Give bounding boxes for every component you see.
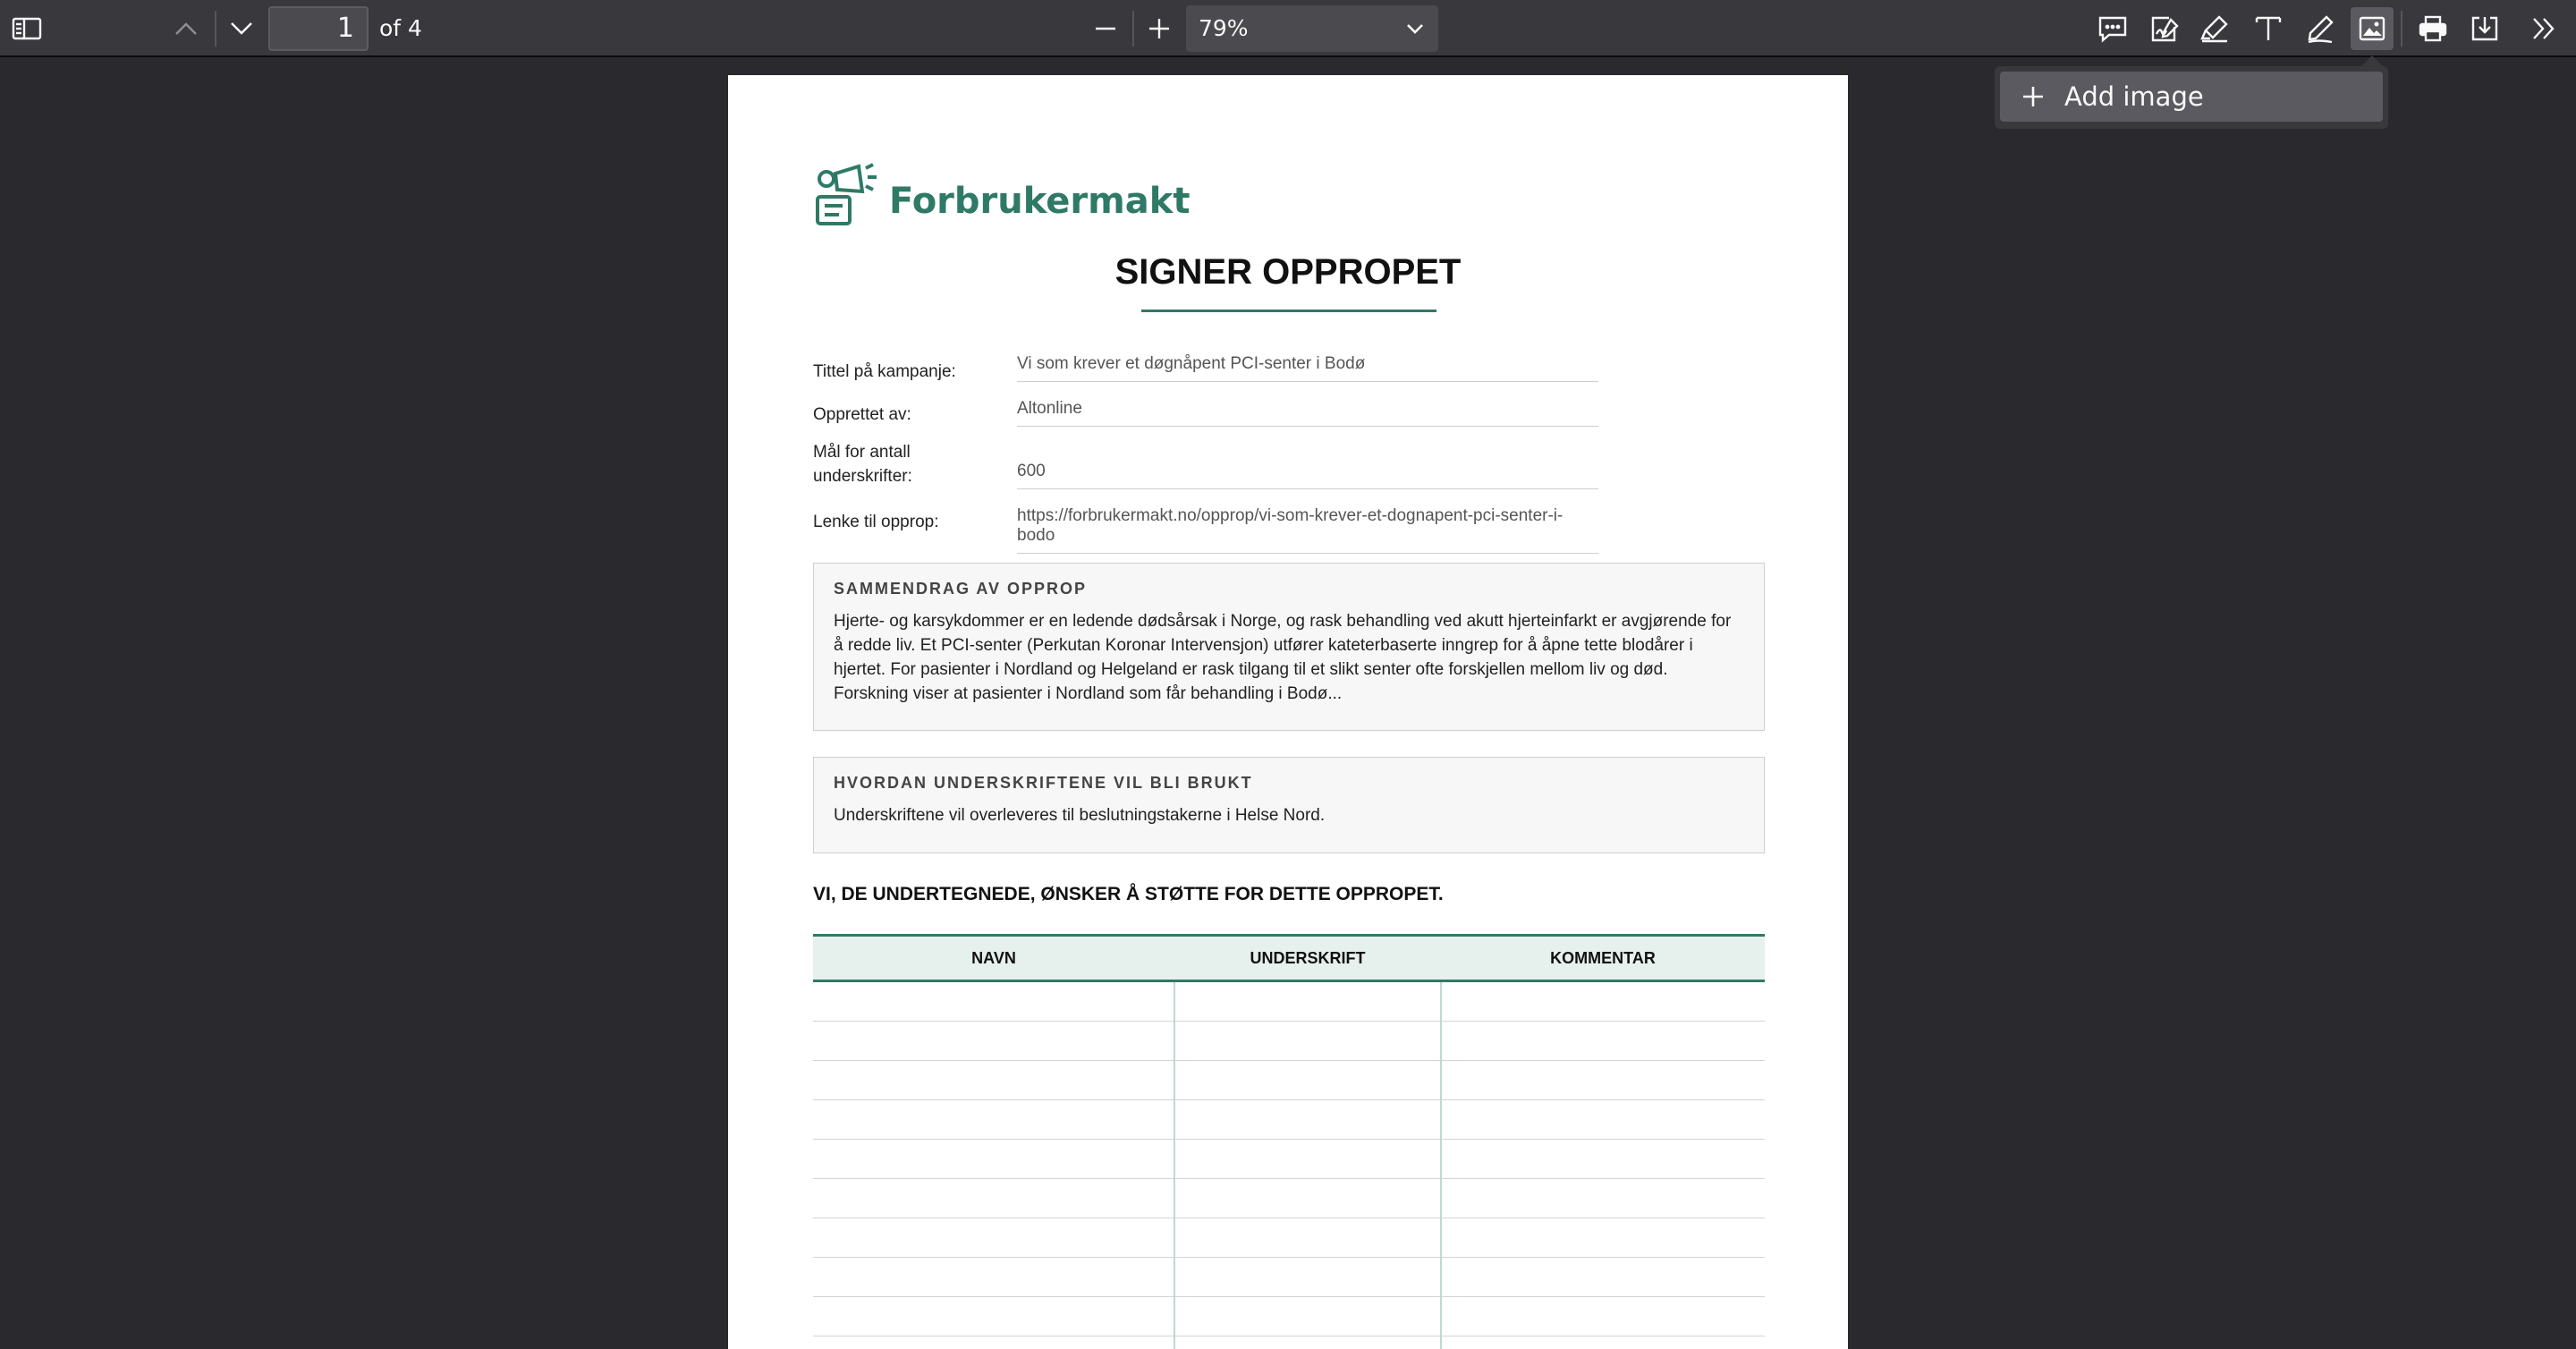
zoom-value: 79%: [1199, 15, 1249, 41]
page-number-input[interactable]: 1: [268, 6, 369, 51]
add-image-tool-button[interactable]: [2351, 7, 2394, 50]
page-count-label: of 4: [379, 15, 422, 41]
add-text-button[interactable]: [2247, 7, 2290, 50]
megaphone-logo-icon: [812, 161, 884, 229]
chevron-down-icon: [229, 21, 254, 37]
field-value-link: https://forbrukermakt.no/opprop/vi-som-krever-et-dognapent-pci-senter-i-bodo: [1017, 506, 1598, 554]
chevron-down-icon: [1404, 18, 1426, 39]
previous-page-button[interactable]: [165, 7, 208, 50]
zoom-in-button[interactable]: [1138, 7, 1181, 50]
pdf-page: [728, 75, 1848, 1349]
summary-text: Hjerte- og karsykdommer er en ledende dødsårsak i Norge, og rask behandling ved akutt hjerteinfarkt er avgjørende for å redde liv. Et PCI-senter (Perkutan Koronar Intervensjon) utfører kateterbaserte inngrep for å åpne tette blodårer i hjertet. For pasienter i Nordland og Helgeland er rask tilgang til et slikt senter ofte forskjellen mellom liv og død. Forskning viser at pasienter i Nordland som får behandling i Bodø...: [834, 612, 1732, 703]
signature-table-header: [813, 934, 1765, 982]
summary-box: [813, 563, 1765, 731]
column-header-comment: KOMMENTAR: [1550, 949, 1656, 967]
next-page-button[interactable]: [220, 7, 263, 50]
usage-box: [813, 757, 1765, 853]
comment-button[interactable]: [2091, 7, 2134, 50]
printer-icon: [2418, 14, 2448, 43]
signature-button[interactable]: [2143, 7, 2186, 50]
signature-table: [813, 934, 1765, 1349]
title-underline: [1141, 310, 1436, 312]
draw-button[interactable]: [2299, 7, 2342, 50]
field-label-goal: Mål for antall underskrifter:: [813, 443, 912, 486]
table-row: [813, 1218, 1765, 1258]
chevron-up-icon: [174, 21, 199, 37]
print-button[interactable]: [2411, 7, 2454, 50]
highlighter-icon: [2199, 14, 2230, 43]
usage-text: Underskriftene vil overleveres til beslutningstakerne i Helse Nord.: [834, 806, 1326, 825]
table-row: [813, 1140, 1765, 1179]
zoom-out-button[interactable]: [1084, 7, 1127, 50]
add-image-label: Add image: [2064, 81, 2204, 112]
pdf-toolbar: [0, 0, 2576, 57]
table-row: [813, 1022, 1765, 1061]
field-label-title: Tittel på kampanje:: [813, 362, 956, 381]
download-icon: [2470, 14, 2500, 43]
signature-icon: [2149, 14, 2180, 43]
column-divider: [1440, 982, 1442, 1349]
add-image-popup: [1995, 66, 2388, 129]
minus-icon: [1093, 16, 1118, 41]
table-row: [813, 1336, 1765, 1349]
plus-icon: [1147, 16, 1172, 41]
usage-title: HVORDAN UNDERSKRIFTENE VIL BLI BRUKT: [834, 774, 1253, 792]
sidebar-icon: [12, 16, 42, 41]
logo-text: Forbrukermakt: [889, 181, 1191, 222]
table-row: [813, 1179, 1765, 1218]
table-row: [813, 1100, 1765, 1140]
sidebar-toggle-button[interactable]: [5, 7, 48, 50]
table-row: [813, 1061, 1765, 1100]
highlight-button[interactable]: [2193, 7, 2236, 50]
column-header-signature: UNDERSKRIFT: [1250, 949, 1366, 967]
text-icon: [2253, 14, 2284, 43]
table-row: [813, 1258, 1765, 1297]
column-divider: [1174, 982, 1175, 1349]
more-tools-button[interactable]: [2522, 7, 2565, 50]
comment-icon: [2097, 14, 2128, 43]
zoom-select[interactable]: [1186, 5, 1438, 52]
field-value-goal: 600: [1017, 462, 1598, 489]
toolbar-separator: [2401, 11, 2402, 47]
column-header-name: NAVN: [971, 949, 1016, 967]
summary-title: SAMMENDRAG AV OPPROP: [834, 580, 1088, 598]
pencil-icon: [2305, 14, 2335, 43]
field-label-creator: Opprettet av:: [813, 405, 911, 424]
field-label-link: Lenke til opprop:: [813, 513, 939, 531]
toolbar-separator: [1132, 11, 1134, 47]
field-value-creator: Altonline: [1017, 399, 1598, 427]
save-button[interactable]: [2463, 7, 2506, 50]
field-value-title: Vi som krever et døgnåpent PCI-senter i Bodø: [1017, 354, 1598, 382]
declaration-text: VI, DE UNDERTEGNEDE, ØNSKER Å STØTTE FOR DETTE OPPROPET.: [813, 884, 1444, 904]
image-icon: [2358, 15, 2386, 42]
logo: [812, 161, 1191, 229]
table-row: [813, 1297, 1765, 1336]
toolbar-separator: [215, 11, 216, 47]
plus-icon: [2021, 85, 2045, 108]
add-image-menu-item[interactable]: [2000, 72, 2383, 122]
document-title: SIGNER OPPROPET: [1114, 252, 1462, 292]
table-row: [813, 982, 1765, 1022]
double-chevron-right-icon: [2529, 16, 2558, 41]
